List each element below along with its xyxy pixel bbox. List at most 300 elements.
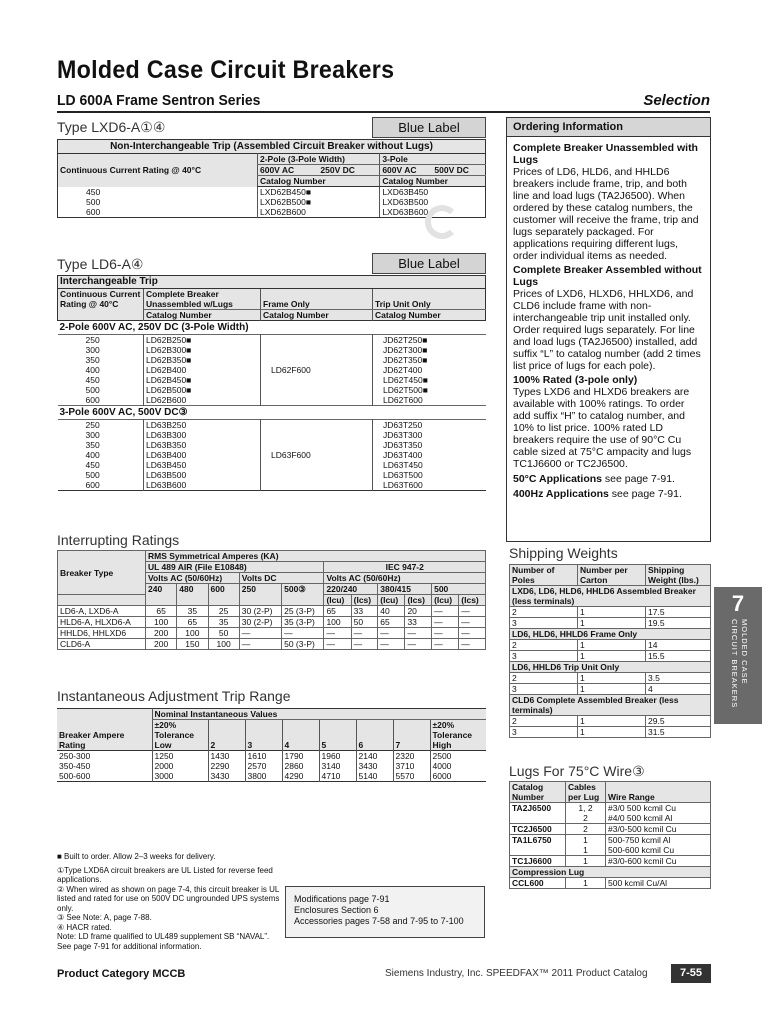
table-row: [510, 673, 711, 684]
lxd6-cat-3pole: LXD63B600: [380, 207, 486, 218]
cell: HHLD6, HHLXD6: [58, 628, 146, 639]
lxd6-rating: 450: [86, 186, 101, 197]
ld6-trip: LD63T500: [373, 470, 486, 480]
cell: 1250: [152, 751, 208, 762]
table-row: [57, 751, 486, 762]
instant-high: ±20% Tolerance High: [430, 720, 486, 751]
ld6-rating: 250: [85, 420, 100, 430]
table-row: [57, 761, 486, 771]
ld6-trip: LD62T600: [373, 395, 486, 406]
ordering-p1: Prices of LD6, HLD6, and HHLD6 breakers include frame, trip, and both line and load lugs (TA2J6500). When ordered by these catalog numbers, the customer will receive the frame, trip and lugs separately packaged. For applications requiring different lugs, order individual items as needed.: [513, 166, 699, 262]
instant-col: 5: [319, 720, 356, 751]
cell: TC1J6600: [510, 856, 566, 867]
ld6-complete: LD62B350■: [144, 355, 261, 365]
ld6-catno-c: Catalog Number: [373, 310, 486, 321]
ld6-rating: 300: [85, 430, 100, 440]
cell: 2: [510, 673, 578, 684]
ordering-h1: Complete Breaker Unassembled with Lugs: [513, 142, 698, 166]
cell: 2: [510, 607, 578, 618]
interrupting-col: 240: [146, 584, 177, 606]
accessories-line: Accessories pages 7-58 and 7-95 to 7-100: [294, 916, 464, 926]
cell: —: [324, 639, 351, 650]
ld6-complete: LD63B300: [144, 430, 261, 440]
cell: CCL600: [510, 878, 566, 889]
cell: 14: [646, 640, 711, 651]
cell: 2500: [430, 751, 486, 762]
cell: —: [405, 639, 432, 650]
cell: 1 1: [566, 835, 606, 856]
cell: —: [351, 628, 378, 639]
cell: 1: [578, 607, 646, 618]
cell: —: [378, 628, 405, 639]
page-title: Molded Case Circuit Breakers: [57, 56, 395, 84]
cell: 2320: [393, 751, 430, 762]
cell: 2000: [152, 761, 208, 771]
interrupting-col: 480: [177, 584, 208, 606]
ld6-complete: LD62B400: [144, 365, 261, 375]
ld6-complete: LD63B450: [144, 460, 261, 470]
cell: 5140: [356, 771, 393, 782]
cell: 3: [510, 684, 578, 695]
cell: 500-750 kcmil Al 500-600 kcmil Cu: [606, 835, 711, 856]
instant-col: 4: [282, 720, 319, 751]
ld6-complete: LD63B500: [144, 470, 261, 480]
table-row: [58, 617, 486, 628]
ld6-rating: 450: [85, 375, 100, 385]
table-row: [58, 207, 486, 218]
lxd6-blue-label: Blue Label: [372, 117, 486, 138]
cell: 33: [351, 606, 378, 617]
cell: —: [405, 628, 432, 639]
cell: 1: [578, 618, 646, 629]
cell: 15.5: [646, 651, 711, 662]
ld6-trip: JD62T400: [373, 365, 486, 375]
ld6-trip: LD62T500■: [373, 385, 486, 395]
cell: 1: [566, 856, 606, 867]
lxd6-heading: Type LXD6-A①④: [57, 119, 166, 135]
cell: 100: [324, 617, 351, 628]
ordering-h2: Complete Breaker Assembled without Lugs: [513, 264, 702, 288]
table-row: [510, 878, 711, 889]
cell: 31.5: [646, 727, 711, 738]
interrupting-col: 250: [239, 584, 281, 606]
lxd6-cat-2pole: LXD62B600: [258, 207, 380, 218]
cell: 1: [578, 640, 646, 651]
interrupting-col: 220/240: [324, 584, 378, 595]
cell: TA1L6750: [510, 835, 566, 856]
ld6-col-trip: Trip Unit Only: [373, 289, 486, 310]
cell: 50: [351, 617, 378, 628]
interrupting-ics: (Ics): [459, 595, 486, 606]
footnote: ④ HACR rated.: [57, 922, 112, 932]
ld6-rating: 500: [85, 385, 100, 395]
cell: #3/0-600 kcmil Cu: [606, 856, 711, 867]
table-row: [510, 640, 711, 651]
ld6-trip: LD63T450: [373, 460, 486, 470]
ld6-complete: LD62B250■: [144, 335, 261, 346]
ld6-rating: 250: [85, 335, 100, 345]
cell: 350-450: [59, 761, 91, 771]
interrupting-volts-ac: Volts AC (50/60Hz): [146, 573, 240, 584]
cell: 1, 2 2: [566, 803, 606, 824]
footnote: Note: LD frame qualified to UL489 supplement SB “NAVAL”. See page 7-91 for additional information.: [57, 932, 270, 951]
shipping-col: Shipping Weight (lbs.): [646, 565, 711, 586]
ld6-trip: JD63T300: [373, 430, 486, 440]
cell: 1430: [208, 751, 245, 762]
cell: 65: [146, 606, 177, 617]
cell: 100: [177, 628, 208, 639]
instant-breaker-rating: Breaker Ampere Rating: [59, 730, 125, 750]
table-row: [510, 651, 711, 662]
cell: 1: [578, 684, 646, 695]
cell: 35 (3-P): [282, 617, 324, 628]
ld6-section-2pole: 2-Pole 600V AC, 250V DC (3-Pole Width): [59, 322, 249, 333]
lxd6-rating: 500: [86, 197, 101, 207]
table-row: [58, 639, 486, 650]
ld6-catno-b: Catalog Number: [261, 310, 373, 321]
cell: 2140: [356, 751, 393, 762]
cell: HLD6-A, HLXD6-A: [58, 617, 146, 628]
cell: 35: [177, 606, 208, 617]
cell: 19.5: [646, 618, 711, 629]
ld6-blue-label: Blue Label: [372, 253, 486, 274]
cell: 50 (3-P): [282, 639, 324, 650]
interrupting-col: 380/415: [378, 584, 432, 595]
table-row: [58, 197, 486, 207]
ordering-h4: 50°C Applications: [513, 473, 602, 485]
interrupting-col: 500: [432, 584, 486, 595]
cell: LD6-A, LXD6-A: [58, 606, 146, 617]
ld6-col-complete: Complete Breaker Unassembled w/Lugs: [144, 289, 261, 310]
footer-category: Product Category MCCB: [57, 968, 186, 980]
cell: 3: [510, 618, 578, 629]
lxd6-v250: 250V DC: [318, 165, 379, 176]
shipping-table: [509, 564, 711, 738]
shipping-group-title: CLD6 Complete Assembled Breaker (less terminals): [510, 695, 711, 716]
interrupting-iec: IEC 947-2: [324, 562, 486, 573]
ordering-h5: 400Hz Applications: [513, 488, 609, 500]
cell: —: [239, 639, 281, 650]
ld6-trip: JD63T400: [373, 450, 486, 460]
cell: 200: [146, 639, 177, 650]
cell: 3800: [245, 771, 282, 782]
cell: —: [432, 639, 459, 650]
section-tab: [714, 587, 762, 724]
section-tab-text: MOLDED CASE CIRCUIT BREAKERS: [730, 619, 749, 709]
instant-col: 6: [356, 720, 393, 751]
page-number: 7-55: [671, 964, 711, 983]
modifications-line: Modifications page 7-91: [294, 894, 390, 904]
section-tab-number: 7: [731, 591, 745, 616]
cell: 1610: [245, 751, 282, 762]
ld6-complete: LD63B600: [144, 480, 261, 491]
cell: 25 (3-P): [282, 606, 324, 617]
lxd6-cat-2pole: LXD62B500■: [258, 197, 380, 207]
ld6-rating: 400: [85, 450, 100, 460]
cell: —: [459, 606, 486, 617]
ld6-rating: 600: [85, 480, 100, 490]
lugs-heading: Lugs For 75°C Wire③: [509, 763, 645, 779]
cell: 40: [378, 606, 405, 617]
cell: 1: [578, 651, 646, 662]
interrupting-heading: Interrupting Ratings: [57, 532, 180, 548]
cell: —: [432, 628, 459, 639]
table-row: [510, 856, 711, 867]
cell: 4: [646, 684, 711, 695]
table-row: [58, 335, 486, 346]
interrupting-icu: (Icu): [324, 595, 351, 606]
cell: 4290: [282, 771, 319, 782]
footnotes: [57, 852, 282, 951]
cell: 17.5: [646, 607, 711, 618]
ld6-rating: 600: [85, 395, 100, 405]
interrupting-icu: (Icu): [378, 595, 405, 606]
cell: —: [351, 639, 378, 650]
cell: 2570: [245, 761, 282, 771]
lxd6-v500: 500V DC: [432, 165, 485, 176]
table-row: [510, 824, 711, 835]
cell: 100: [146, 617, 177, 628]
interrupting-breaker-type: Breaker Type: [58, 551, 146, 595]
interrupting-volts-ac-iec: Volts AC (50/60Hz): [324, 573, 486, 584]
ld6-trip: LD62T450■: [373, 375, 486, 385]
cell: 3710: [393, 761, 430, 771]
lxd6-v600-b: 600V AC: [380, 165, 433, 176]
ld6-rating: 400: [85, 365, 100, 375]
cell: 50: [208, 628, 239, 639]
footnote: ①Type LXD6A circuit breakers are UL Listed for reverse feed applications.: [57, 865, 273, 884]
cell: 4710: [319, 771, 356, 782]
cell: 3: [510, 651, 578, 662]
table-row: [57, 771, 486, 782]
ld6-complete: LD63B400: [144, 450, 261, 460]
cell: 2290: [208, 761, 245, 771]
footer-catalog: Siemens Industry, Inc. SPEEDFAX™ 2011 Product Catalog: [385, 968, 648, 979]
lugs-compression-title: Compression Lug: [510, 867, 711, 878]
ld6-section-3pole: 3-Pole 600V AC, 500V DC③: [59, 407, 188, 418]
cell: 30 (2-P): [239, 617, 281, 628]
cell: —: [459, 617, 486, 628]
table-row: [510, 684, 711, 695]
lxd6-rating: 600: [86, 207, 101, 217]
cell: TC2J6500: [510, 824, 566, 835]
cell: 30 (2-P): [239, 606, 281, 617]
cell: 3000: [152, 771, 208, 782]
lxd6-catno-a: Catalog Number: [258, 176, 380, 187]
footnote: ■ Built to order. Allow 2–3 weeks for delivery.: [57, 852, 216, 861]
lxd6-v600-a: 600V AC: [258, 165, 319, 176]
lxd6-col-rating: Continuous Current Rating @ 40°C: [58, 154, 258, 187]
cell: 2860: [282, 761, 319, 771]
ld6-table-title: Interchangeable Trip: [58, 276, 486, 289]
shipping-col: Number of Poles: [510, 565, 578, 586]
ld6-complete: LD62B500■: [144, 385, 261, 395]
instant-col: 7: [393, 720, 430, 751]
cell: 65: [324, 606, 351, 617]
cell: 500-600: [59, 771, 91, 781]
instantaneous-heading: Instantaneous Adjustment Trip Range: [57, 688, 291, 704]
footnote: ② When wired as shown on page 7-4, this circuit breaker is UL listed and rated for use on 500V DC ungrounded UPS systems only.: [57, 884, 280, 913]
table-row: [510, 727, 711, 738]
cell: 1: [566, 878, 606, 889]
table-row: [510, 835, 711, 856]
cell: —: [432, 606, 459, 617]
table-row: [58, 187, 486, 198]
instant-nominal: Nominal Instantaneous Values: [152, 709, 486, 720]
ld6-complete: LD62B450■: [144, 375, 261, 385]
ld6-complete: LD63B250: [144, 420, 261, 431]
table-row: [58, 606, 486, 617]
ld6-col-frame: Frame Only: [261, 289, 373, 310]
ld6-frame-2pole: LD62F600: [261, 335, 373, 406]
cell: 500 kcmil Cu/Al: [606, 878, 711, 889]
cell: 5570: [393, 771, 430, 782]
cell: 3.5: [646, 673, 711, 684]
cell: —: [239, 628, 281, 639]
ld6-frame-3pole: LD63F600: [261, 420, 373, 491]
ld6-trip: LD63T600: [373, 480, 486, 491]
lugs-col: Wire Range: [606, 782, 711, 803]
cell: 200: [146, 628, 177, 639]
ld6-trip: JD63T250: [373, 420, 486, 431]
cell: 4000: [430, 761, 486, 771]
cell: 100: [208, 639, 239, 650]
interrupting-icu: (Icu): [432, 595, 459, 606]
ordering-h3: 100% Rated (3-pole only): [513, 374, 638, 386]
ordering-p5: see page 7-91.: [608, 488, 682, 500]
ordering-info-box: [506, 117, 711, 542]
cell: —: [459, 639, 486, 650]
interrupting-rms: RMS Symmetrical Amperes (KA): [146, 551, 486, 562]
footnote: ③ See Note: A, page 7-88.: [57, 913, 152, 922]
cell: 150: [177, 639, 208, 650]
enclosures-line: Enclosures Section 6: [294, 905, 379, 915]
interrupting-volts-dc: Volts DC: [239, 573, 324, 584]
lxd6-cat-3pole: LXD63B450: [380, 187, 486, 198]
cell: 65: [177, 617, 208, 628]
cell: —: [282, 628, 324, 639]
cell: —: [432, 617, 459, 628]
lxd6-table-title: Non-Interchangeable Trip (Assembled Circuit Breaker without Lugs): [110, 141, 433, 152]
ld6-rating: 300: [85, 345, 100, 355]
cell: 6000: [430, 771, 486, 782]
ld6-rating: 350: [85, 440, 100, 450]
cell: 1: [578, 716, 646, 727]
lugs-col: Cables per Lug: [566, 782, 606, 803]
table-row: [510, 803, 711, 824]
cell: 1: [578, 673, 646, 684]
ld6-trip: JD62T350■: [373, 355, 486, 365]
modifications-box: [285, 886, 485, 938]
cell: 2: [510, 716, 578, 727]
page-subtitle: LD 600A Frame Sentron Series: [57, 92, 261, 109]
instant-low: ±20% Tolerance Low: [152, 720, 208, 751]
cell: 35: [208, 617, 239, 628]
lxd6-cat-2pole: LXD62B450■: [258, 187, 380, 198]
ld6-catno-a: Catalog Number: [144, 310, 261, 321]
shipping-group-title: LD6, HHLD6 Trip Unit Only: [510, 662, 711, 673]
ld6-trip: JD62T250■: [373, 335, 486, 346]
table-row: [510, 618, 711, 629]
ordering-p4: see page 7-91.: [602, 473, 675, 485]
cell: 2: [510, 640, 578, 651]
cell: 33: [405, 617, 432, 628]
cell: 3140: [319, 761, 356, 771]
lxd6-col-3pole: 3-Pole: [380, 154, 486, 165]
cell: —: [324, 628, 351, 639]
ld6-trip: JD63T350: [373, 440, 486, 450]
table-row: [58, 420, 486, 431]
lugs-table: [509, 781, 711, 889]
cell: —: [378, 639, 405, 650]
cell: 250-300: [59, 751, 91, 761]
table-row: [510, 607, 711, 618]
ordering-p3: Types LXD6 and HLXD6 breakers are available with 100% ratings. To order add suffix “H” to catalog number, and 10% to list price. 100% rated LD breakers require the use of 90°C Cu cable sized at 75°C ampacity and lugs TC1J6600 or TC2J6500.: [513, 386, 692, 470]
ordering-title: Ordering Information: [507, 118, 710, 137]
ld6-rating: 450: [85, 460, 100, 470]
ld6-trip: JD62T300■: [373, 345, 486, 355]
cell: 20: [405, 606, 432, 617]
interrupting-ics: (Ics): [405, 595, 432, 606]
cell: 29.5: [646, 716, 711, 727]
cell: 1790: [282, 751, 319, 762]
table-row: [58, 628, 486, 639]
interrupting-table: [57, 550, 486, 650]
cell: —: [459, 628, 486, 639]
ld6-table: [57, 275, 486, 491]
ld6-complete: LD62B600: [144, 395, 261, 406]
interrupting-ul: UL 489 AIR (File E10848): [146, 562, 324, 573]
lxd6-cat-3pole: LXD63B500: [380, 197, 486, 207]
interrupting-col: 600: [208, 584, 239, 606]
cell: TA2J6500: [510, 803, 566, 824]
cell: CLD6-A: [58, 639, 146, 650]
interrupting-col: 500③: [282, 584, 324, 606]
header-rule: [57, 111, 710, 113]
lugs-col: Catalog Number: [510, 782, 566, 803]
cell: 1: [578, 727, 646, 738]
ld6-complete: LD62B300■: [144, 345, 261, 355]
cell: 65: [378, 617, 405, 628]
shipping-col: Number per Carton: [578, 565, 646, 586]
lxd6-table: [57, 139, 486, 218]
table-row: [510, 716, 711, 727]
interrupting-ics: (Ics): [351, 595, 378, 606]
ld6-rating: 500: [85, 470, 100, 480]
ld6-complete: LD63B350: [144, 440, 261, 450]
lxd6-catno-b: Catalog Number: [380, 176, 486, 187]
cell: 3430: [356, 761, 393, 771]
section-label: Selection: [643, 92, 710, 109]
cell: #3/0 500 kcmil Cu #4/0 500 kcmil Al: [606, 803, 711, 824]
shipping-heading: Shipping Weights: [509, 545, 618, 561]
shipping-group-title: LD6, HLD6, HHLD6 Frame Only: [510, 629, 711, 640]
cell: 3430: [208, 771, 245, 782]
instantaneous-table: [57, 708, 486, 782]
instant-col: 3: [245, 720, 282, 751]
cell: 3: [510, 727, 578, 738]
ld6-heading: Type LD6-A④: [57, 256, 144, 272]
shipping-group-title: LXD6, LD6, HLD6, HHLD6 Assembled Breaker (less terminals): [510, 586, 711, 607]
ld6-rating: 350: [85, 355, 100, 365]
lxd6-col-2pole: 2-Pole (3-Pole Width): [258, 154, 380, 165]
ld6-col-rating: Continuous Current Rating @ 40°C: [58, 289, 144, 310]
cell: 25: [208, 606, 239, 617]
cell: #3/0-500 kcmil Cu: [606, 824, 711, 835]
ordering-p2: Prices of LXD6, HLXD6, HHLXD6, and CLD6 include frame with non-interchangeable trip unit installed only. Order required lugs separately. For line and load lugs (TA2J6500) installed, add suffix “L” to catalog number (add 2 times list price of lugs for each pole).: [513, 288, 701, 372]
instant-col: 2: [208, 720, 245, 751]
ce-mark-icon: [425, 205, 459, 239]
